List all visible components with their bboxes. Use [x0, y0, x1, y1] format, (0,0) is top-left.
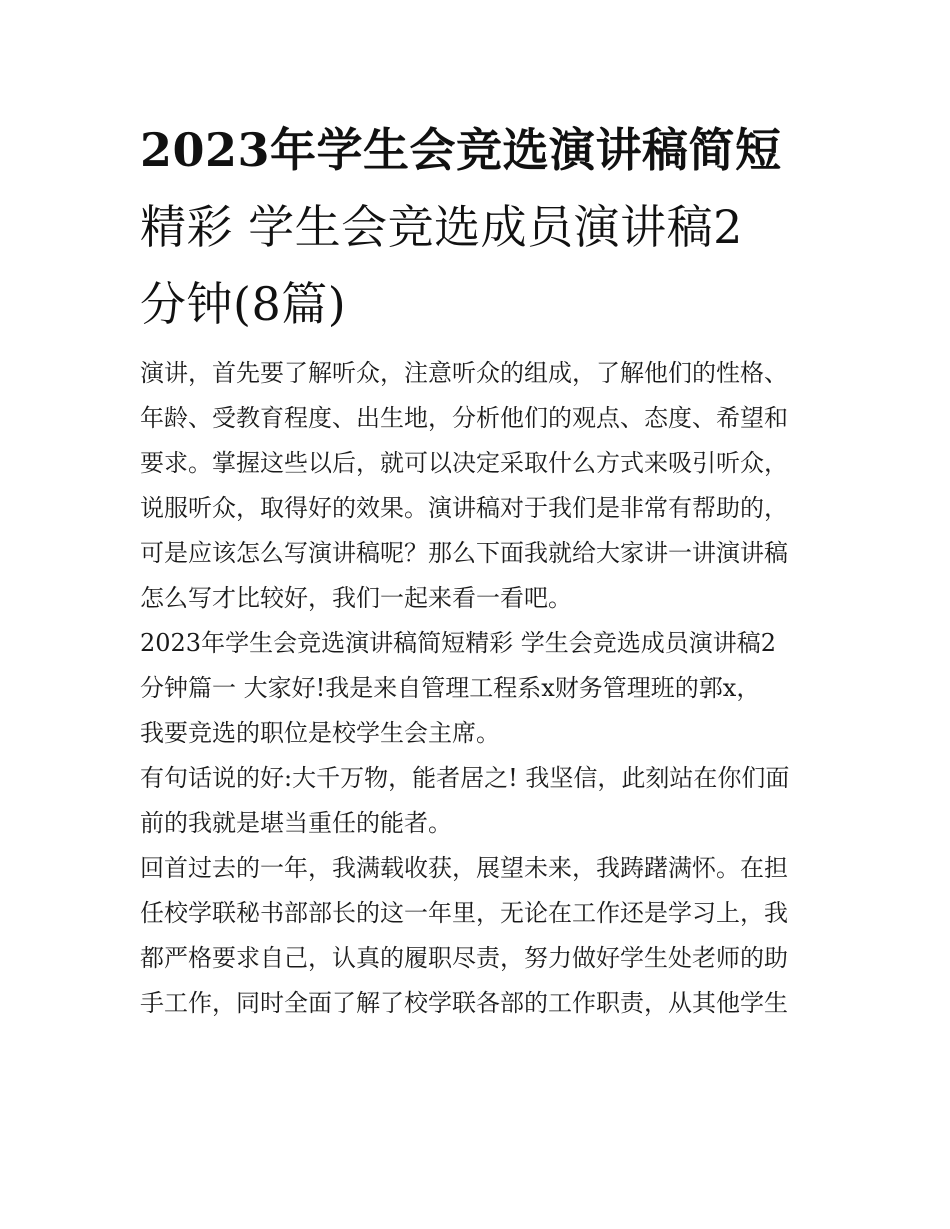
paragraph-line: 分钟篇一 大家好!我是来自管理工程系x财务管理班的郭x，	[140, 674, 761, 702]
paragraph-line: 手工作，同时全面了解了校学联各部的工作职责，从其他学生	[140, 989, 788, 1017]
paragraph-saying	[140, 756, 815, 846]
paragraph-line: 我要竞选的职位是校学生会主席。	[140, 719, 500, 747]
title-line-2: 精彩 学生会竞选成员演讲稿2	[140, 200, 743, 254]
document-body	[140, 351, 815, 1026]
paragraph-line: 可是应该怎么写演讲稿呢？那么下面我就给大家讲一讲演讲稿	[140, 539, 788, 567]
title-line-3: 分钟(8篇)	[140, 277, 347, 331]
paragraph-line: 回首过去的一年，我满载收获，展望未来，我踌躇满怀。在担	[140, 854, 788, 882]
paragraph-line: 都严格要求自己，认真的履职尽责，努力做好学生处老师的助	[140, 944, 788, 972]
paragraph-line: 2023年学生会竞选演讲稿简短精彩 学生会竞选成员演讲稿2	[140, 629, 776, 657]
paragraph-intro	[140, 351, 815, 621]
document-title	[140, 112, 815, 343]
paragraph-line: 前的我就是堪当重任的能者。	[140, 809, 452, 837]
document-content	[140, 112, 815, 1026]
paragraph-line: 有句话说的好:大千万物，能者居之! 我坚信，此刻站在你们面	[140, 764, 790, 792]
paragraph-line: 怎么写才比较好，我们一起来看一看吧。	[140, 584, 572, 612]
paragraph-line: 说服听众，取得好的效果。演讲稿对于我们是非常有帮助的，	[140, 494, 788, 522]
paragraph-line: 要求。掌握这些以后，就可以决定采取什么方式来吸引听众，	[140, 449, 788, 477]
paragraph-line: 演讲，首先要了解听众，注意听众的组成，了解他们的性格、	[140, 359, 788, 387]
paragraph-section-one	[140, 621, 815, 756]
title-line-1: 2023年学生会竞选演讲稿简短	[140, 123, 782, 177]
paragraph-line: 年龄、受教育程度、出生地，分析他们的观点、态度、希望和	[140, 404, 788, 432]
paragraph-line: 任校学联秘书部部长的这一年里，无论在工作还是学习上，我	[140, 899, 788, 927]
paragraph-review	[140, 846, 815, 1026]
